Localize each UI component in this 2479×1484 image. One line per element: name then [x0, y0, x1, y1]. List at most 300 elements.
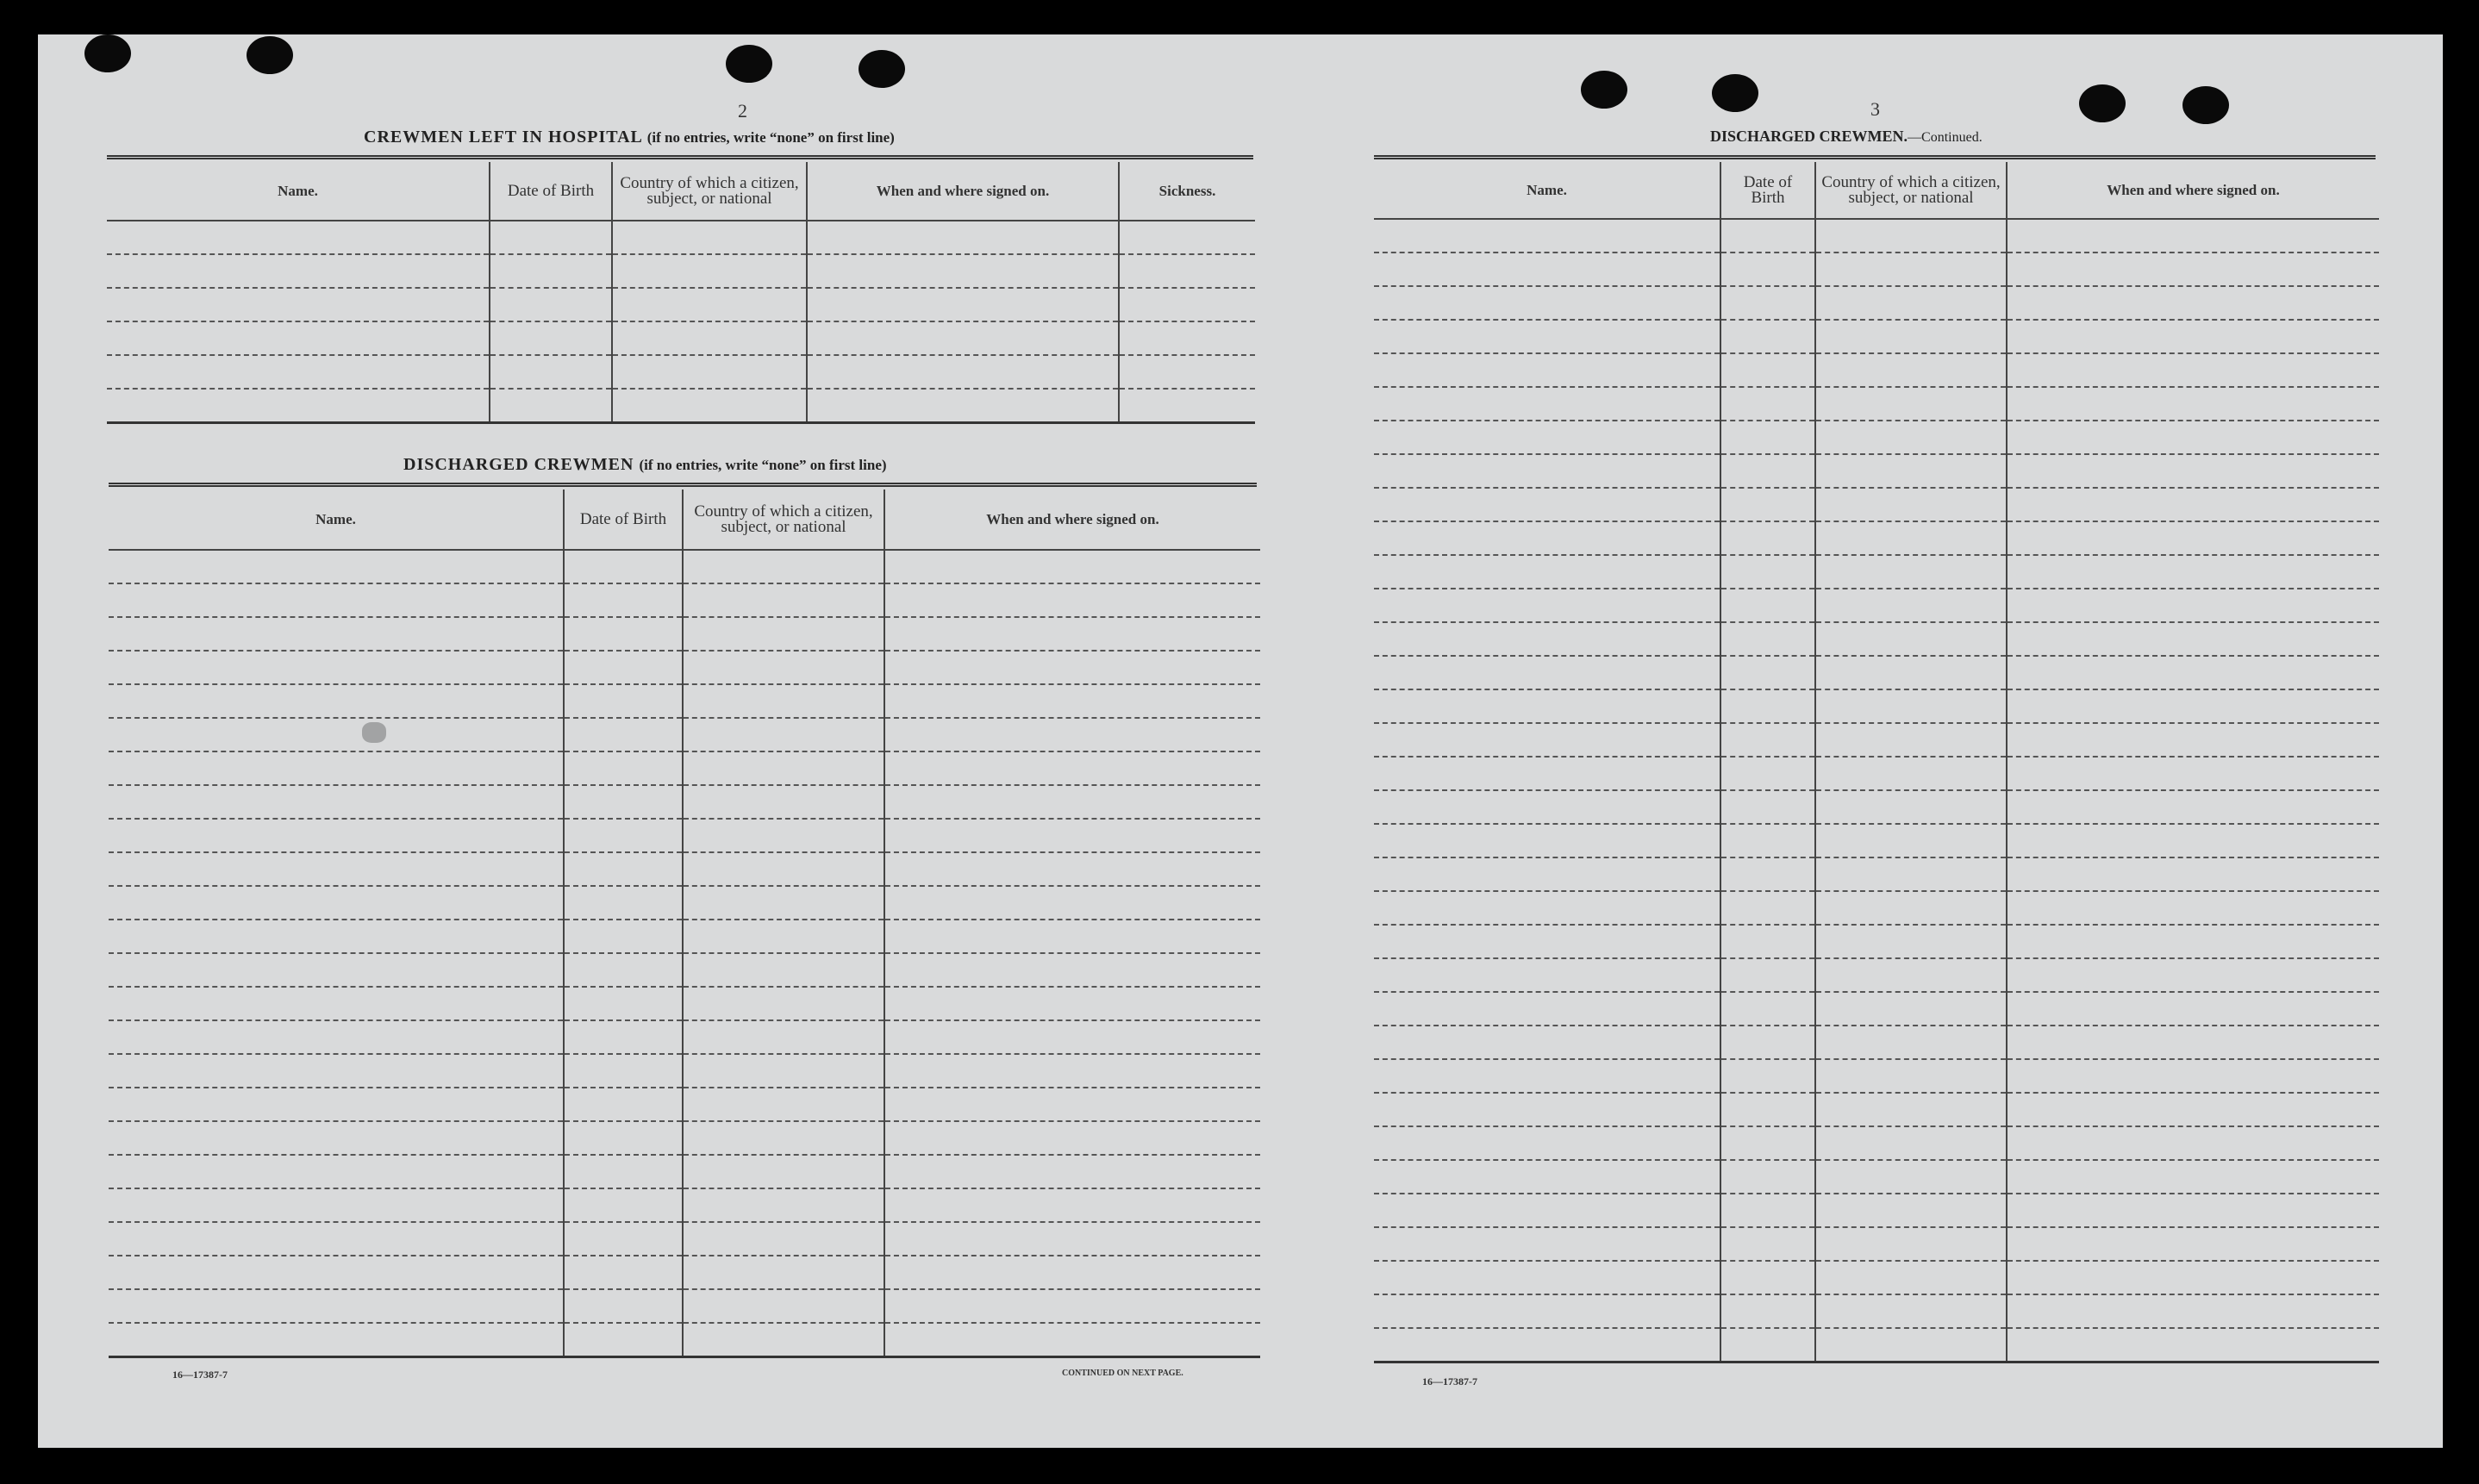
blank-entry-cell — [1720, 253, 1815, 286]
blank-entry-cell — [1119, 288, 1255, 321]
blank-entry-cell — [884, 1188, 1260, 1222]
blank-entry-cell — [1815, 521, 2007, 555]
blank-entry-cell — [109, 550, 564, 583]
blank-entry-cell — [2007, 1059, 2379, 1093]
blank-entry-cell — [564, 718, 683, 751]
blank-entry-cell — [1720, 622, 1815, 656]
blank-entry-cell — [1720, 219, 1815, 253]
blank-entry-cell — [109, 1188, 564, 1222]
table-row — [109, 651, 1260, 684]
blank-entry-cell — [1374, 320, 1720, 353]
blank-entry-cell — [1374, 656, 1720, 689]
blank-entry-cell — [683, 1256, 884, 1289]
blank-entry-cell — [1374, 790, 1720, 824]
table-row — [109, 1121, 1260, 1155]
right-heading-suffix: —Continued. — [1908, 130, 1983, 145]
blank-entry-cell — [109, 1121, 564, 1155]
blank-entry-cell — [2007, 656, 2379, 689]
punch-hole — [247, 36, 293, 74]
blank-entry-cell — [1815, 689, 2007, 723]
blank-entry-cell — [1815, 320, 2007, 353]
blank-entry-cell — [683, 1054, 884, 1088]
blank-entry-cell — [109, 920, 564, 953]
blank-entry-cell — [1720, 320, 1815, 353]
blank-entry-cell — [1374, 1126, 1720, 1160]
blank-entry-cell — [2007, 1227, 2379, 1261]
table-row — [109, 617, 1260, 651]
table-row — [109, 1256, 1260, 1289]
blank-entry-cell — [109, 1088, 564, 1121]
blank-entry-cell — [107, 321, 490, 355]
table-row — [1374, 656, 2379, 689]
table-row — [1374, 891, 2379, 925]
blank-entry-cell — [2007, 1026, 2379, 1059]
blank-entry-cell — [683, 550, 884, 583]
blank-entry-cell — [2007, 1261, 2379, 1294]
punch-hole — [726, 45, 772, 83]
table-row — [109, 1155, 1260, 1188]
blank-entry-cell — [109, 886, 564, 920]
blank-entry-cell — [2007, 723, 2379, 757]
blank-entry-cell — [564, 1289, 683, 1323]
table-row — [1374, 555, 2379, 589]
blank-entry-cell — [1119, 355, 1255, 389]
blank-entry-cell — [1374, 1026, 1720, 1059]
blank-entry-cell — [683, 1323, 884, 1356]
blank-entry-cell — [884, 1155, 1260, 1188]
blank-entry-cell — [109, 1155, 564, 1188]
table-row — [109, 953, 1260, 987]
blank-entry-cell — [2007, 1328, 2379, 1362]
column-header-date-of-birth: Date of Birth — [1720, 162, 1815, 219]
blank-entry-cell — [2007, 454, 2379, 488]
blank-entry-cell — [1720, 790, 1815, 824]
blank-entry-cell — [1720, 488, 1815, 521]
blank-entry-cell — [2007, 1160, 2379, 1194]
table-row — [109, 1088, 1260, 1121]
blank-entry-cell — [2007, 790, 2379, 824]
blank-entry-cell — [564, 920, 683, 953]
discharged-heading-title: DISCHARGED CREWMEN — [403, 455, 634, 474]
table-row — [109, 1054, 1260, 1088]
blank-entry-cell — [1374, 689, 1720, 723]
hospital-heading-note: (if no entries, write “none” on first line) — [646, 129, 895, 146]
blank-entry-cell — [683, 718, 884, 751]
column-header-sickness: Sickness. — [1119, 162, 1255, 221]
punch-hole — [859, 50, 905, 88]
table-row — [1374, 1227, 2379, 1261]
blank-entry-cell — [1374, 992, 1720, 1026]
blank-entry-cell — [1720, 992, 1815, 1026]
blank-entry-cell — [1720, 1126, 1815, 1160]
blank-entry-cell — [1720, 723, 1815, 757]
table-row — [1374, 958, 2379, 992]
blank-entry-cell — [884, 852, 1260, 886]
table-row — [109, 1289, 1260, 1323]
blank-entry-cell — [1720, 656, 1815, 689]
blank-entry-cell — [1815, 353, 2007, 387]
table-row — [109, 684, 1260, 718]
blank-entry-cell — [807, 355, 1119, 389]
blank-entry-cell — [683, 987, 884, 1020]
blank-entry-cell — [1119, 221, 1255, 254]
blank-entry-cell — [1815, 1294, 2007, 1328]
blank-entry-cell — [1374, 1227, 1720, 1261]
table-row — [1374, 1194, 2379, 1227]
blank-entry-cell — [1374, 1160, 1720, 1194]
blank-entry-cell — [1119, 254, 1255, 288]
blank-entry-cell — [564, 550, 683, 583]
blank-entry-cell — [109, 718, 564, 751]
blank-entry-cell — [1374, 286, 1720, 320]
blank-entry-cell — [107, 254, 490, 288]
table-row — [1374, 320, 2379, 353]
blank-entry-cell — [807, 389, 1119, 422]
blank-entry-cell — [683, 1289, 884, 1323]
column-header-date-of-birth: Date of Birth — [564, 489, 683, 550]
table-row — [109, 718, 1260, 751]
column-header-country: Country of which a citizen, subject, or national — [1815, 162, 2007, 219]
blank-entry-cell — [109, 785, 564, 819]
table-row — [1374, 521, 2379, 555]
blank-entry-cell — [2007, 421, 2379, 454]
form-number-right: 16—17387-7 — [1422, 1375, 1477, 1387]
blank-entry-cell — [2007, 286, 2379, 320]
blank-entry-cell — [1374, 387, 1720, 421]
table-row — [1374, 1261, 2379, 1294]
blank-entry-cell — [2007, 689, 2379, 723]
blank-entry-cell — [612, 254, 807, 288]
blank-entry-cell — [1374, 521, 1720, 555]
blank-entry-cell — [2007, 521, 2379, 555]
blank-entry-cell — [2007, 1126, 2379, 1160]
hospital-heading-title: CREWMEN LEFT IN HOSPITAL — [364, 128, 642, 147]
blank-entry-cell — [1720, 521, 1815, 555]
blank-entry-cell — [1720, 1059, 1815, 1093]
blank-entry-cell — [564, 785, 683, 819]
blank-entry-cell — [683, 886, 884, 920]
blank-entry-cell — [884, 1020, 1260, 1054]
blank-entry-cell — [2007, 857, 2379, 891]
table-row — [109, 852, 1260, 886]
table-row — [1374, 790, 2379, 824]
blank-entry-cell — [1119, 321, 1255, 355]
blank-entry-cell — [2007, 958, 2379, 992]
table-row — [1374, 387, 2379, 421]
table-row — [1374, 622, 2379, 656]
blank-entry-cell — [1815, 925, 2007, 958]
blank-entry-cell — [884, 751, 1260, 785]
blank-entry-cell — [1374, 1261, 1720, 1294]
blank-entry-cell — [2007, 757, 2379, 790]
form-sheet — [38, 34, 2443, 1448]
blank-entry-cell — [807, 288, 1119, 321]
blank-entry-cell — [564, 1020, 683, 1054]
blank-entry-cell — [490, 254, 612, 288]
blank-entry-cell — [1374, 353, 1720, 387]
blank-entry-cell — [683, 651, 884, 684]
blank-entry-cell — [612, 389, 807, 422]
column-header-signed-on: When and where signed on. — [2007, 162, 2379, 219]
blank-entry-cell — [1720, 891, 1815, 925]
blank-entry-cell — [2007, 925, 2379, 958]
blank-entry-cell — [1815, 1059, 2007, 1093]
blank-entry-cell — [1374, 421, 1720, 454]
blank-entry-cell — [884, 1222, 1260, 1256]
blank-entry-cell — [884, 651, 1260, 684]
blank-entry-cell — [1815, 454, 2007, 488]
table-row — [1374, 454, 2379, 488]
blank-entry-cell — [1720, 387, 1815, 421]
blank-entry-cell — [1720, 757, 1815, 790]
blank-entry-cell — [1374, 454, 1720, 488]
table-row — [109, 886, 1260, 920]
blank-entry-cell — [490, 389, 612, 422]
blank-entry-cell — [1720, 1328, 1815, 1362]
blank-entry-cell — [109, 953, 564, 987]
blank-entry-cell — [884, 550, 1260, 583]
blank-entry-cell — [884, 1256, 1260, 1289]
blank-entry-cell — [2007, 622, 2379, 656]
blank-entry-cell — [1720, 1294, 1815, 1328]
table-row — [109, 1188, 1260, 1222]
blank-entry-cell — [1815, 1026, 2007, 1059]
right-heading-title: DISCHARGED CREWMEN. — [1710, 128, 1908, 145]
table-row — [1374, 1294, 2379, 1328]
table-row — [1374, 689, 2379, 723]
blank-entry-cell — [612, 355, 807, 389]
blank-entry-cell — [2007, 555, 2379, 589]
blank-entry-cell — [1720, 1026, 1815, 1059]
blank-entry-cell — [564, 1188, 683, 1222]
blank-entry-cell — [1374, 824, 1720, 857]
blank-entry-cell — [683, 684, 884, 718]
blank-entry-cell — [109, 1222, 564, 1256]
blank-entry-cell — [490, 221, 612, 254]
blank-entry-cell — [1815, 1227, 2007, 1261]
blank-entry-cell — [1720, 454, 1815, 488]
blank-entry-cell — [884, 684, 1260, 718]
blank-entry-cell — [1815, 488, 2007, 521]
form-number-left: 16—17387-7 — [172, 1369, 228, 1381]
blank-entry-cell — [1815, 656, 2007, 689]
blank-entry-cell — [1815, 421, 2007, 454]
table-row — [107, 321, 1255, 355]
blank-entry-cell — [1374, 723, 1720, 757]
column-header-signed-on: When and where signed on. — [807, 162, 1119, 221]
discharged-heading-note: (if no entries, write “none” on first line) — [639, 457, 887, 473]
blank-entry-cell — [1720, 1261, 1815, 1294]
blank-entry-cell — [1374, 219, 1720, 253]
blank-entry-cell — [109, 1256, 564, 1289]
blank-entry-cell — [490, 355, 612, 389]
blank-entry-cell — [564, 1054, 683, 1088]
blank-entry-cell — [683, 785, 884, 819]
hospital-heading — [364, 128, 895, 147]
blank-entry-cell — [564, 819, 683, 852]
table-row — [1374, 723, 2379, 757]
blank-entry-cell — [490, 288, 612, 321]
blank-entry-cell — [109, 617, 564, 651]
table-row — [1374, 857, 2379, 891]
blank-entry-cell — [1815, 589, 2007, 622]
page-number-right: 3 — [1870, 98, 1880, 120]
blank-entry-cell — [1374, 757, 1720, 790]
blank-entry-cell — [1815, 857, 2007, 891]
double-rule — [109, 483, 1257, 487]
column-header-signed-on: When and where signed on. — [884, 489, 1260, 550]
blank-entry-cell — [683, 1020, 884, 1054]
blank-entry-cell — [1720, 925, 1815, 958]
blank-entry-cell — [683, 920, 884, 953]
blank-entry-cell — [612, 221, 807, 254]
blank-entry-cell — [683, 819, 884, 852]
table-row — [1374, 824, 2379, 857]
blank-entry-cell — [1720, 1093, 1815, 1126]
blank-entry-cell — [109, 1323, 564, 1356]
blank-entry-cell — [1815, 1328, 2007, 1362]
blank-entry-cell — [564, 617, 683, 651]
blank-entry-cell — [1720, 857, 1815, 891]
table-row — [1374, 992, 2379, 1026]
blank-entry-cell — [1720, 824, 1815, 857]
table-row — [1374, 1328, 2379, 1362]
blank-entry-cell — [109, 1020, 564, 1054]
blank-entry-cell — [564, 583, 683, 617]
punch-hole — [1712, 74, 1758, 112]
table-row — [1374, 253, 2379, 286]
blank-entry-cell — [1720, 958, 1815, 992]
blank-entry-cell — [107, 221, 490, 254]
blank-entry-cell — [1815, 1194, 2007, 1227]
punch-hole — [2182, 86, 2229, 124]
blank-entry-cell — [2007, 891, 2379, 925]
blank-entry-cell — [107, 355, 490, 389]
blank-entry-cell — [564, 852, 683, 886]
blank-entry-cell — [1720, 1194, 1815, 1227]
blank-entry-cell — [1720, 421, 1815, 454]
blank-entry-cell — [2007, 219, 2379, 253]
blank-entry-cell — [1374, 1194, 1720, 1227]
blank-entry-cell — [807, 254, 1119, 288]
blank-entry-cell — [884, 785, 1260, 819]
table-row — [1374, 589, 2379, 622]
blank-entry-cell — [612, 321, 807, 355]
blank-entry-cell — [564, 1155, 683, 1188]
right-heading — [1710, 128, 1983, 146]
blank-entry-cell — [2007, 1194, 2379, 1227]
blank-entry-cell — [1815, 387, 2007, 421]
blank-entry-cell — [564, 1323, 683, 1356]
table-row — [109, 1323, 1260, 1356]
blank-entry-cell — [1374, 958, 1720, 992]
blank-entry-cell — [109, 819, 564, 852]
table-row — [109, 819, 1260, 852]
blank-entry-cell — [884, 953, 1260, 987]
blank-entry-cell — [1815, 723, 2007, 757]
blank-entry-cell — [2007, 253, 2379, 286]
blank-entry-cell — [807, 321, 1119, 355]
blank-entry-cell — [1815, 219, 2007, 253]
blank-entry-cell — [564, 886, 683, 920]
blank-entry-cell — [1815, 1261, 2007, 1294]
blank-entry-cell — [109, 1289, 564, 1323]
blank-entry-cell — [564, 1121, 683, 1155]
blank-entry-cell — [1815, 1160, 2007, 1194]
blank-entry-cell — [1720, 589, 1815, 622]
column-header-date-of-birth: Date of Birth — [490, 162, 612, 221]
table-row — [1374, 1093, 2379, 1126]
double-rule — [107, 155, 1253, 159]
blank-entry-cell — [2007, 589, 2379, 622]
blank-entry-cell — [1374, 925, 1720, 958]
blank-entry-cell — [1815, 286, 2007, 320]
blank-entry-cell — [1815, 555, 2007, 589]
blank-entry-cell — [2007, 353, 2379, 387]
table-row — [107, 221, 1255, 254]
table-row — [1374, 1126, 2379, 1160]
blank-entry-cell — [1720, 1160, 1815, 1194]
discharged-table — [109, 489, 1260, 1358]
table-row — [107, 254, 1255, 288]
column-header-country: Country of which a citizen, subject, or national — [683, 489, 884, 550]
blank-entry-cell — [2007, 387, 2379, 421]
blank-entry-cell — [884, 583, 1260, 617]
blank-entry-cell — [884, 886, 1260, 920]
punch-hole — [2079, 84, 2126, 122]
table-row — [107, 288, 1255, 321]
blank-entry-cell — [884, 1054, 1260, 1088]
column-header-name: Name. — [1374, 162, 1720, 219]
blank-entry-cell — [109, 684, 564, 718]
blank-entry-cell — [1374, 1093, 1720, 1126]
blank-entry-cell — [109, 852, 564, 886]
blank-entry-cell — [109, 651, 564, 684]
blank-entry-cell — [1374, 857, 1720, 891]
blank-entry-cell — [807, 221, 1119, 254]
table-row — [109, 751, 1260, 785]
table-row — [109, 785, 1260, 819]
blank-entry-cell — [884, 1121, 1260, 1155]
blank-entry-cell — [2007, 488, 2379, 521]
column-header-country: Country of which a citizen, subject, or national — [612, 162, 807, 221]
blank-entry-cell — [1815, 253, 2007, 286]
blank-entry-cell — [1720, 555, 1815, 589]
blank-entry-cell — [2007, 824, 2379, 857]
table-row — [109, 1020, 1260, 1054]
blank-entry-cell — [564, 987, 683, 1020]
blank-entry-cell — [683, 751, 884, 785]
blank-entry-cell — [1374, 555, 1720, 589]
table-row — [109, 1222, 1260, 1256]
blank-entry-cell — [1374, 622, 1720, 656]
blank-entry-cell — [107, 288, 490, 321]
punch-hole — [84, 34, 131, 72]
blank-entry-cell — [1815, 790, 2007, 824]
blank-entry-cell — [683, 1088, 884, 1121]
discharged-heading — [403, 455, 887, 475]
ink-smudge — [362, 722, 386, 743]
blank-entry-cell — [107, 389, 490, 422]
table-row — [1374, 488, 2379, 521]
table-row — [1374, 219, 2379, 253]
blank-entry-cell — [683, 953, 884, 987]
blank-entry-cell — [564, 1088, 683, 1121]
blank-entry-cell — [884, 920, 1260, 953]
blank-entry-cell — [564, 953, 683, 987]
blank-entry-cell — [683, 1222, 884, 1256]
hospital-table — [107, 162, 1255, 424]
